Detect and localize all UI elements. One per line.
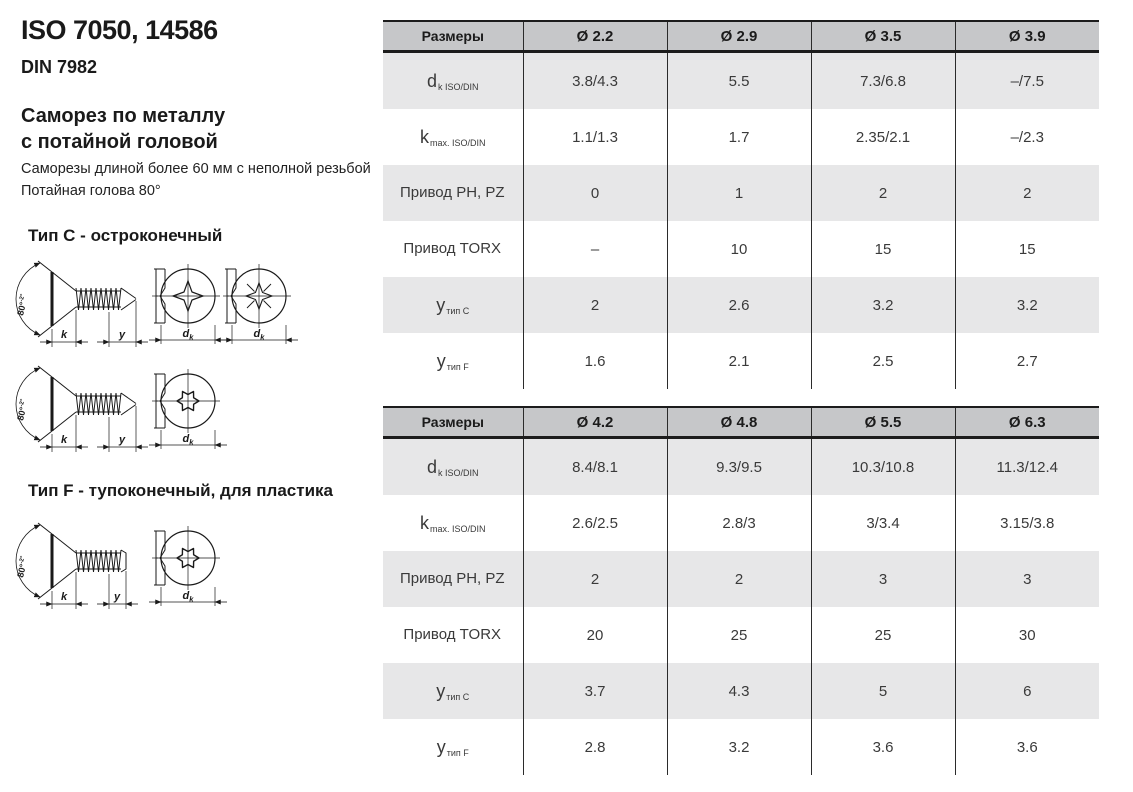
dim-k-label: k	[60, 329, 68, 341]
dim-y-label: y	[113, 591, 121, 603]
row-drive-ph-pz	[383, 165, 1099, 221]
cell: 3.2	[811, 277, 955, 333]
cell: 8.4/8.1	[523, 438, 667, 496]
row-label: $y_{тип C}$	[383, 277, 523, 333]
cell: 10.3/10.8	[811, 438, 955, 496]
row-label: Привод TORX	[383, 221, 523, 277]
cell: 4.3	[667, 663, 811, 719]
screw-side-view	[16, 523, 121, 609]
cell: 2.7	[955, 333, 1099, 389]
cell: 25	[811, 607, 955, 663]
cell: 3.6	[955, 719, 1099, 775]
header-diameter: Ø 2.2	[523, 21, 667, 52]
cell: 2	[955, 165, 1099, 221]
dim-y-label: y	[118, 434, 126, 446]
cell: 3.2	[955, 277, 1099, 333]
dim-dk-label: $d_k$	[182, 433, 194, 447]
cell: 2.8	[523, 719, 667, 775]
dim-dk-label: $d_k$	[182, 590, 194, 604]
cell: 2	[523, 277, 667, 333]
head-circle	[156, 264, 220, 328]
cell: –/7.5	[955, 52, 1099, 110]
row-drive-ph-pz	[383, 551, 1099, 607]
cell: 2	[523, 551, 667, 607]
product-name-line2: с потайной головой	[21, 131, 218, 153]
product-name-line1: Саморез по металлу	[21, 105, 226, 127]
header-sizes: Размеры	[383, 407, 523, 438]
cell: 2	[811, 165, 955, 221]
cell: 3.8/4.3	[523, 52, 667, 110]
cell: –/2.3	[955, 109, 1099, 165]
dim-dk-label: $d_k$	[253, 328, 265, 342]
dim-dk-label: $d_k$	[182, 328, 194, 342]
type-c-drawing-torx	[12, 359, 232, 459]
dim-k-label: k	[60, 434, 68, 446]
cell: 9.3/9.5	[667, 438, 811, 496]
cell: 15	[955, 221, 1099, 277]
description-line1: Саморезы длиной более 60 мм с неполной резьбой	[21, 161, 371, 177]
cell: 15	[811, 221, 955, 277]
cell: 2	[667, 551, 811, 607]
head-circle	[156, 369, 220, 433]
row-label: $y_{тип C}$	[383, 663, 523, 719]
header-diameter: Ø 2.9	[667, 21, 811, 52]
row-label: Привод PH, PZ	[383, 165, 523, 221]
table-header-row	[383, 407, 1099, 438]
type-f-heading: Тип F - тупоконечный, для пластика	[28, 481, 333, 500]
header-diameter: Ø 4.8	[667, 407, 811, 438]
row-label: $y_{тип F}$	[383, 333, 523, 389]
cell: 1	[667, 165, 811, 221]
row-label: Привод PH, PZ	[383, 551, 523, 607]
product-name	[21, 103, 225, 155]
row-label: $y_{тип F}$	[383, 719, 523, 775]
cell: 25	[667, 607, 811, 663]
row-kmax	[383, 109, 1099, 165]
cell: 10	[667, 221, 811, 277]
row-label: $k_{max. ISO/DIN}$	[383, 109, 523, 165]
head-circle	[156, 526, 220, 590]
cell: 2.6/2.5	[523, 495, 667, 551]
header-diameter: Ø 5.5	[811, 407, 955, 438]
header-diameter: Ø 3.5	[811, 21, 955, 52]
description-line2: Потайная голова 80°	[21, 183, 161, 199]
row-drive-torx	[383, 221, 1099, 277]
header-diameter: Ø 3.9	[955, 21, 1099, 52]
cell: 3.15/3.8	[955, 495, 1099, 551]
row-y-type-f	[383, 333, 1099, 389]
type-c-drawing-ph-pz	[12, 254, 302, 354]
head-angle-label: 80°$^{-2^\circ}$	[15, 293, 29, 317]
dim-k-label: k	[60, 591, 68, 603]
type-f-drawing-torx	[12, 516, 232, 616]
dimensions-table-small	[383, 20, 1099, 389]
cell: 3.7	[523, 663, 667, 719]
header-diameter: Ø 6.3	[955, 407, 1099, 438]
head-angle-label: 80°$^{-2^\circ}$	[15, 398, 29, 422]
cell: 6	[955, 663, 1099, 719]
cell: 2.5	[811, 333, 955, 389]
cell: 1.7	[667, 109, 811, 165]
screw-side-view	[16, 261, 121, 347]
row-kmax	[383, 495, 1099, 551]
cell: 3	[955, 551, 1099, 607]
row-label: $k_{max. ISO/DIN}$	[383, 495, 523, 551]
product-description	[21, 158, 371, 202]
cell: 1.1/1.3	[523, 109, 667, 165]
row-label: $d_{k ISO/DIN}$	[383, 438, 523, 496]
row-label: Привод TORX	[383, 607, 523, 663]
cell: 3.6	[811, 719, 955, 775]
cell: –	[523, 221, 667, 277]
cell: 7.3/6.8	[811, 52, 955, 110]
row-y-type-c	[383, 663, 1099, 719]
page-title: ISO 7050, 14586	[21, 15, 218, 45]
header-sizes: Размеры	[383, 21, 523, 52]
head-circle	[227, 264, 291, 328]
cell: 5	[811, 663, 955, 719]
standard-subtitle: DIN 7982	[21, 57, 98, 77]
cell: 2.1	[667, 333, 811, 389]
cell: 0	[523, 165, 667, 221]
cell: 3/3.4	[811, 495, 955, 551]
row-y-type-c	[383, 277, 1099, 333]
cell: 20	[523, 607, 667, 663]
dimension-tables	[383, 20, 1099, 792]
row-y-type-f	[383, 719, 1099, 775]
screw-side-view	[16, 366, 121, 452]
cell: 2.6	[667, 277, 811, 333]
row-dk	[383, 52, 1099, 110]
type-c-heading: Тип C - остроконечный	[28, 226, 223, 245]
dimensions-table-large	[383, 406, 1099, 775]
cell: 11.3/12.4	[955, 438, 1099, 496]
dim-y-label: y	[118, 329, 126, 341]
row-dk	[383, 438, 1099, 496]
header-diameter: Ø 4.2	[523, 407, 667, 438]
cell: 2.35/2.1	[811, 109, 955, 165]
row-label: $d_{k ISO/DIN}$	[383, 52, 523, 110]
head-angle-label: 80°$^{-2^\circ}$	[15, 555, 29, 579]
cell: 30	[955, 607, 1099, 663]
cell: 3.2	[667, 719, 811, 775]
cell: 1.6	[523, 333, 667, 389]
cell: 5.5	[667, 52, 811, 110]
row-drive-torx	[383, 607, 1099, 663]
table-header-row	[383, 21, 1099, 52]
cell: 3	[811, 551, 955, 607]
cell: 2.8/3	[667, 495, 811, 551]
